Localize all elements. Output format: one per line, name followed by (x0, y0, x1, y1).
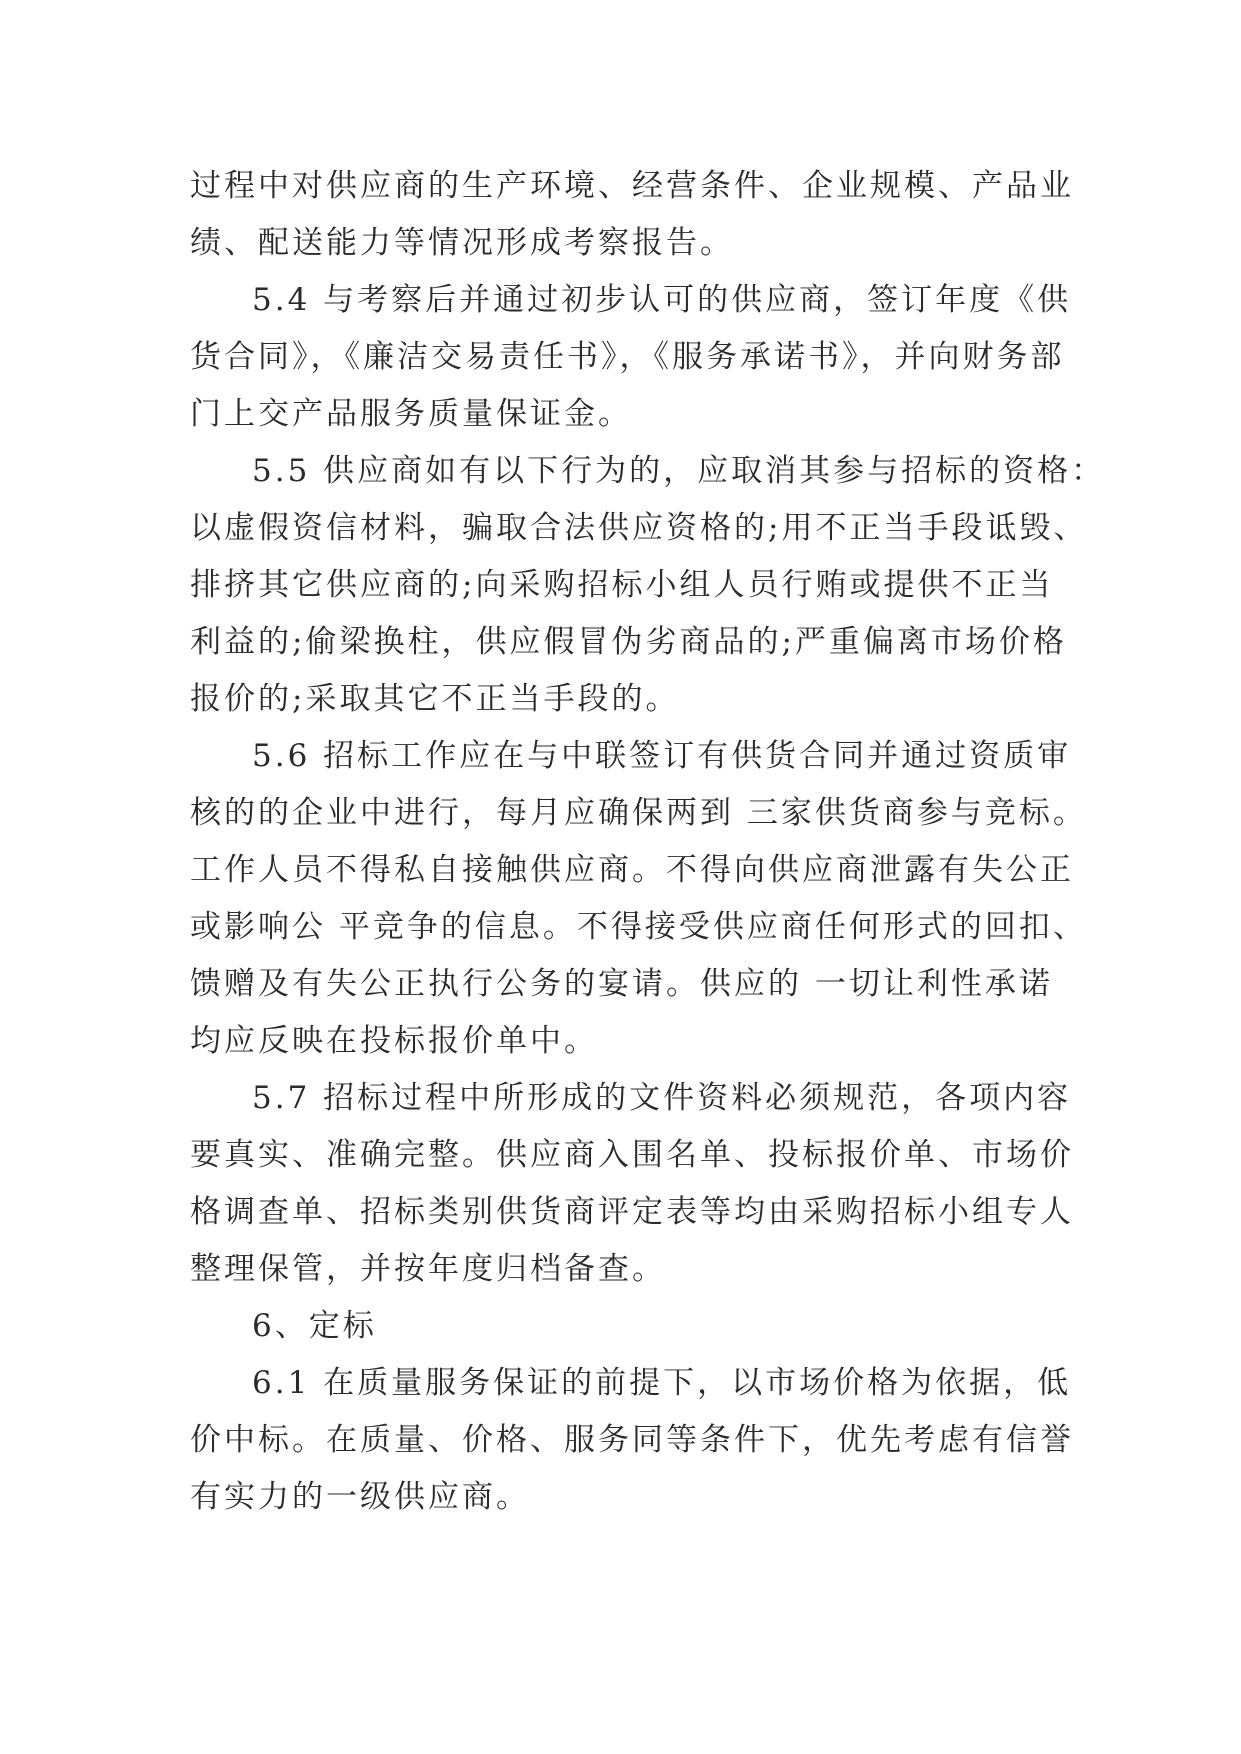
text-line: 馈赠及有失公正执行公务的宴请。供应的 一切让利性承诺 (190, 966, 1053, 1002)
paragraph-start-5-4: 5.4 与考察后并通过初步认可的供应商，签订年度《供 (252, 282, 1072, 318)
text-line: 要真实、准确完整。供应商入围名单、投标报价单、市场价 (190, 1137, 1074, 1173)
text-line: 过程中对供应商的生产环境、经营条件、企业规模、产品业 (190, 168, 1074, 204)
paragraph-start-5-7: 5.7 招标过程中所形成的文件资料必须规范，各项内容 (252, 1080, 1072, 1116)
text-line: 门上交产品服务质量保证金。 (190, 396, 632, 432)
text-line: 价中标。在质量、价格、服务同等条件下，优先考虑有信誉 (190, 1422, 1074, 1458)
text-line: 货合同》，《廉洁交易责任书》，《服务承诺书》，并向财务部 (190, 339, 1065, 375)
text-line: 或影响公 平竞争的信息。不得接受供应商任何形式的回扣、 (190, 909, 1087, 945)
text-line: 绩、配送能力等情况形成考察报告。 (190, 225, 734, 261)
paragraph-start-5-6: 5.6 招标工作应在与中联签订有供货合同并通过资质审 (252, 738, 1072, 774)
paragraph-start-6-1: 6.1 在质量服务保证的前提下，以市场价格为依据，低 (252, 1365, 1072, 1401)
text-line: 有实力的一级供应商。 (190, 1479, 530, 1515)
text-line: 核的的企业中进行，每月应确保两到 三家供货商参与竞标。 (190, 795, 1087, 831)
text-line: 利益的;偷梁换柱，供应假冒伪劣商品的;严重偏离市场价格 (190, 624, 1067, 660)
text-line: 格调查单、招标类别供货商评定表等均由采购招标小组专人 (190, 1194, 1074, 1230)
text-line: 排挤其它供应商的;向采购招标小组人员行贿或提供不正当 (190, 567, 1054, 603)
text-line: 以虚假资信材料，骗取合法供应资格的;用不正当手段诋毁、 (190, 510, 1088, 546)
text-line: 工作人员不得私自接触供应商。不得向供应商泄露有失公正 (190, 852, 1074, 888)
text-line: 整理保管，并按年度归档备查。 (190, 1251, 666, 1287)
text-line: 均应反映在投标报价单中。 (190, 1023, 598, 1059)
section-heading-6: 6、定标 (252, 1308, 377, 1344)
paragraph-start-5-5: 5.5 供应商如有以下行为的，应取消其参与招标的资格： (252, 453, 1106, 489)
text-line: 报价的;采取其它不正当手段的。 (190, 681, 680, 717)
